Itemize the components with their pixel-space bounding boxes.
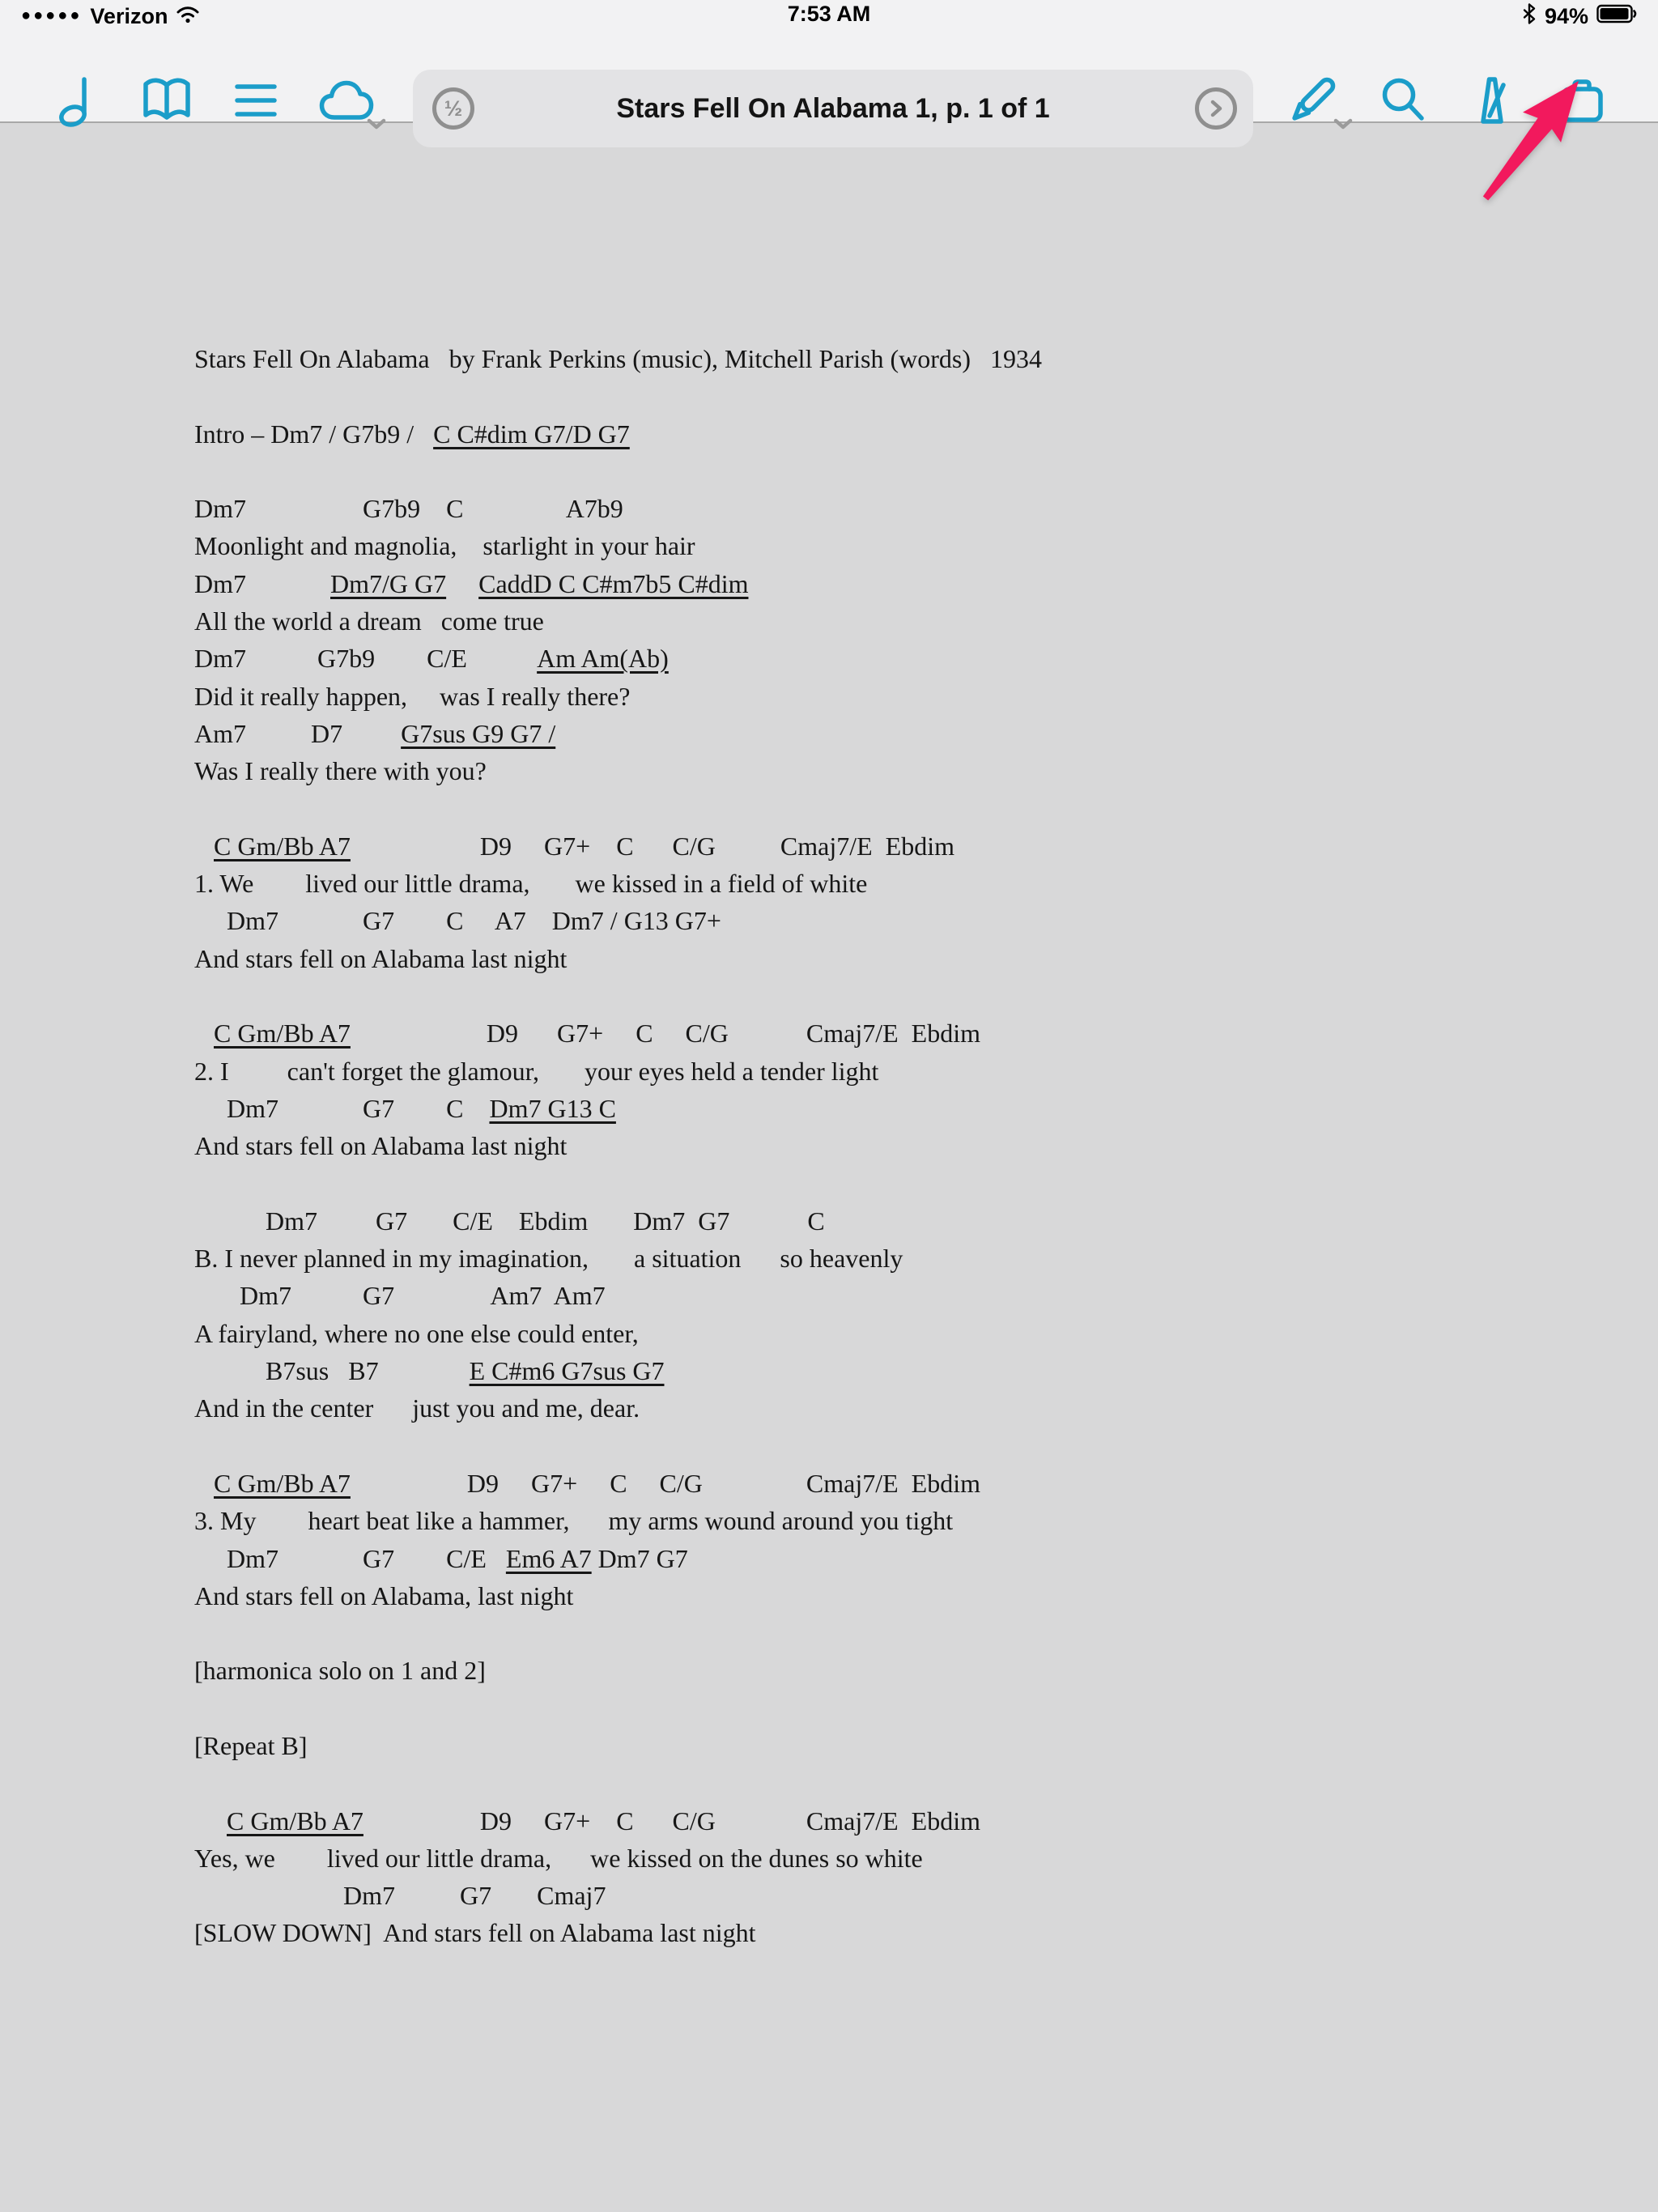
next-chevron-icon [1205, 98, 1226, 119]
song-line: Did it really happen, was I really there? [194, 681, 631, 711]
song-line: Intro – Dm7 / G7b9 / C C#dim G7/D G7 [194, 419, 630, 449]
song-line: B7sus B7 E C#m6 G7sus G7 [194, 1356, 665, 1386]
status-bar [0, 0, 1658, 32]
half-speed-badge[interactable]: ½ [432, 87, 474, 130]
song-line: 2. I can't forget the glamour, your eyes held a tender light [194, 1056, 879, 1086]
song-line: Am7 D7 G7sus G9 G7 / [194, 718, 556, 748]
annotation-arrow [1453, 61, 1639, 239]
song-line: Dm7 G7 Cmaj7 [194, 1881, 606, 1911]
song-line: Dm7 G7 C A7 Dm7 / G13 G7+ [194, 906, 721, 936]
menu-button[interactable] [227, 71, 285, 130]
song-line: Stars Fell On Alabama by Frank Perkins (music), Mitchell Parish (words) 1934 [194, 344, 1042, 373]
song-line: And stars fell on Alabama last night [194, 1131, 568, 1161]
song-line: And in the center just you and me, dear. [194, 1393, 640, 1423]
annotation-arrow-shape [1466, 66, 1597, 213]
menu-icon [227, 71, 285, 130]
song-line [194, 1690, 1042, 1727]
song-line: C Gm/Bb A7 D9 G7+ C C/G Cmaj7/E Ebdim [214, 1468, 980, 1498]
status-right [1522, 2, 1637, 31]
toolbar [0, 32, 1658, 123]
wifi-icon [176, 4, 200, 29]
song-line [194, 790, 1042, 827]
song-line [194, 977, 1042, 1015]
score-title-label: Stars Fell On Alabama 1, p. 1 of 1 [616, 92, 1050, 124]
song-line: 3. My heart beat like a hammer, my arms wound around you tight [194, 1506, 954, 1536]
song-line: Dm7 Dm7/G G7 CaddD C C#m7b5 C#dim [194, 568, 749, 598]
song-line [194, 1165, 1042, 1202]
song-line [194, 1614, 1042, 1652]
search-button[interactable] [1375, 71, 1433, 130]
battery-percent-label: 94% [1544, 3, 1588, 28]
song-line: B. I never planned in my imagination, a situation so heavenly [194, 1244, 903, 1274]
song-line: 1. We lived our little drama, we kissed in a field of white [194, 869, 868, 899]
song-line: Dm7 G7 C/E Ebdim Dm7 G7 C [194, 1206, 825, 1236]
score-page[interactable] [0, 125, 1658, 2212]
bluetooth-icon [1522, 2, 1537, 31]
song-line: Dm7 G7b9 C/E Am Am(Ab) [194, 644, 669, 674]
half-note-icon [49, 71, 107, 130]
status-left [21, 4, 200, 29]
song-line: [SLOW DOWN] And stars fell on Alabama last night [194, 1918, 756, 1948]
song-line: C Gm/Bb A7 D9 G7+ C C/G Cmaj7/E Ebdim [227, 1806, 980, 1836]
library-button[interactable] [138, 71, 196, 130]
song-line: [harmonica solo on 1 and 2] [194, 1656, 486, 1686]
metadata-half-note-button[interactable] [49, 71, 107, 130]
song-line: Dm7 G7b9 C A7b9 [194, 494, 623, 524]
song-line: C Gm/Bb A7 D9 G7+ C C/G Cmaj7/E Ebdim [214, 831, 954, 861]
song-line: Dm7 G7 C Dm7 G13 C [194, 1093, 616, 1123]
song-line [194, 1427, 1042, 1465]
song-line: Was I really there with you? [194, 756, 487, 786]
clock-label: 7:53 AM [787, 2, 871, 26]
signal-strength-icon: ●●●●● [21, 6, 83, 24]
book-icon [138, 71, 196, 130]
song-line: All the world a dream come true [194, 606, 544, 636]
song-line [194, 1764, 1042, 1802]
carrier-label: Verizon [90, 3, 168, 28]
song-line: [Repeat B] [194, 1730, 308, 1760]
song-line [194, 453, 1042, 490]
battery-icon [1596, 4, 1637, 29]
song-line: Dm7 G7 C/E Em6 A7 Dm7 G7 [194, 1543, 688, 1573]
song-line: And stars fell on Alabama last night [194, 943, 568, 973]
song-line: Dm7 G7 Am7 Am7 [194, 1281, 606, 1311]
song-line: A fairyland, where no one else could enter, [194, 1318, 639, 1348]
next-page-badge[interactable] [1195, 87, 1237, 130]
song-line: C Gm/Bb A7 D9 G7+ C C/G Cmaj7/E Ebdim [214, 1019, 980, 1049]
song-line: Yes, we lived our little drama, we kissed on the dunes so white [194, 1843, 923, 1873]
song-line: And stars fell on Alabama, last night [194, 1580, 574, 1610]
song-page-text [194, 340, 1042, 1952]
song-line: Moonlight and magnolia, starlight in your hair [194, 531, 695, 561]
song-line [194, 377, 1042, 415]
search-icon [1375, 71, 1433, 130]
